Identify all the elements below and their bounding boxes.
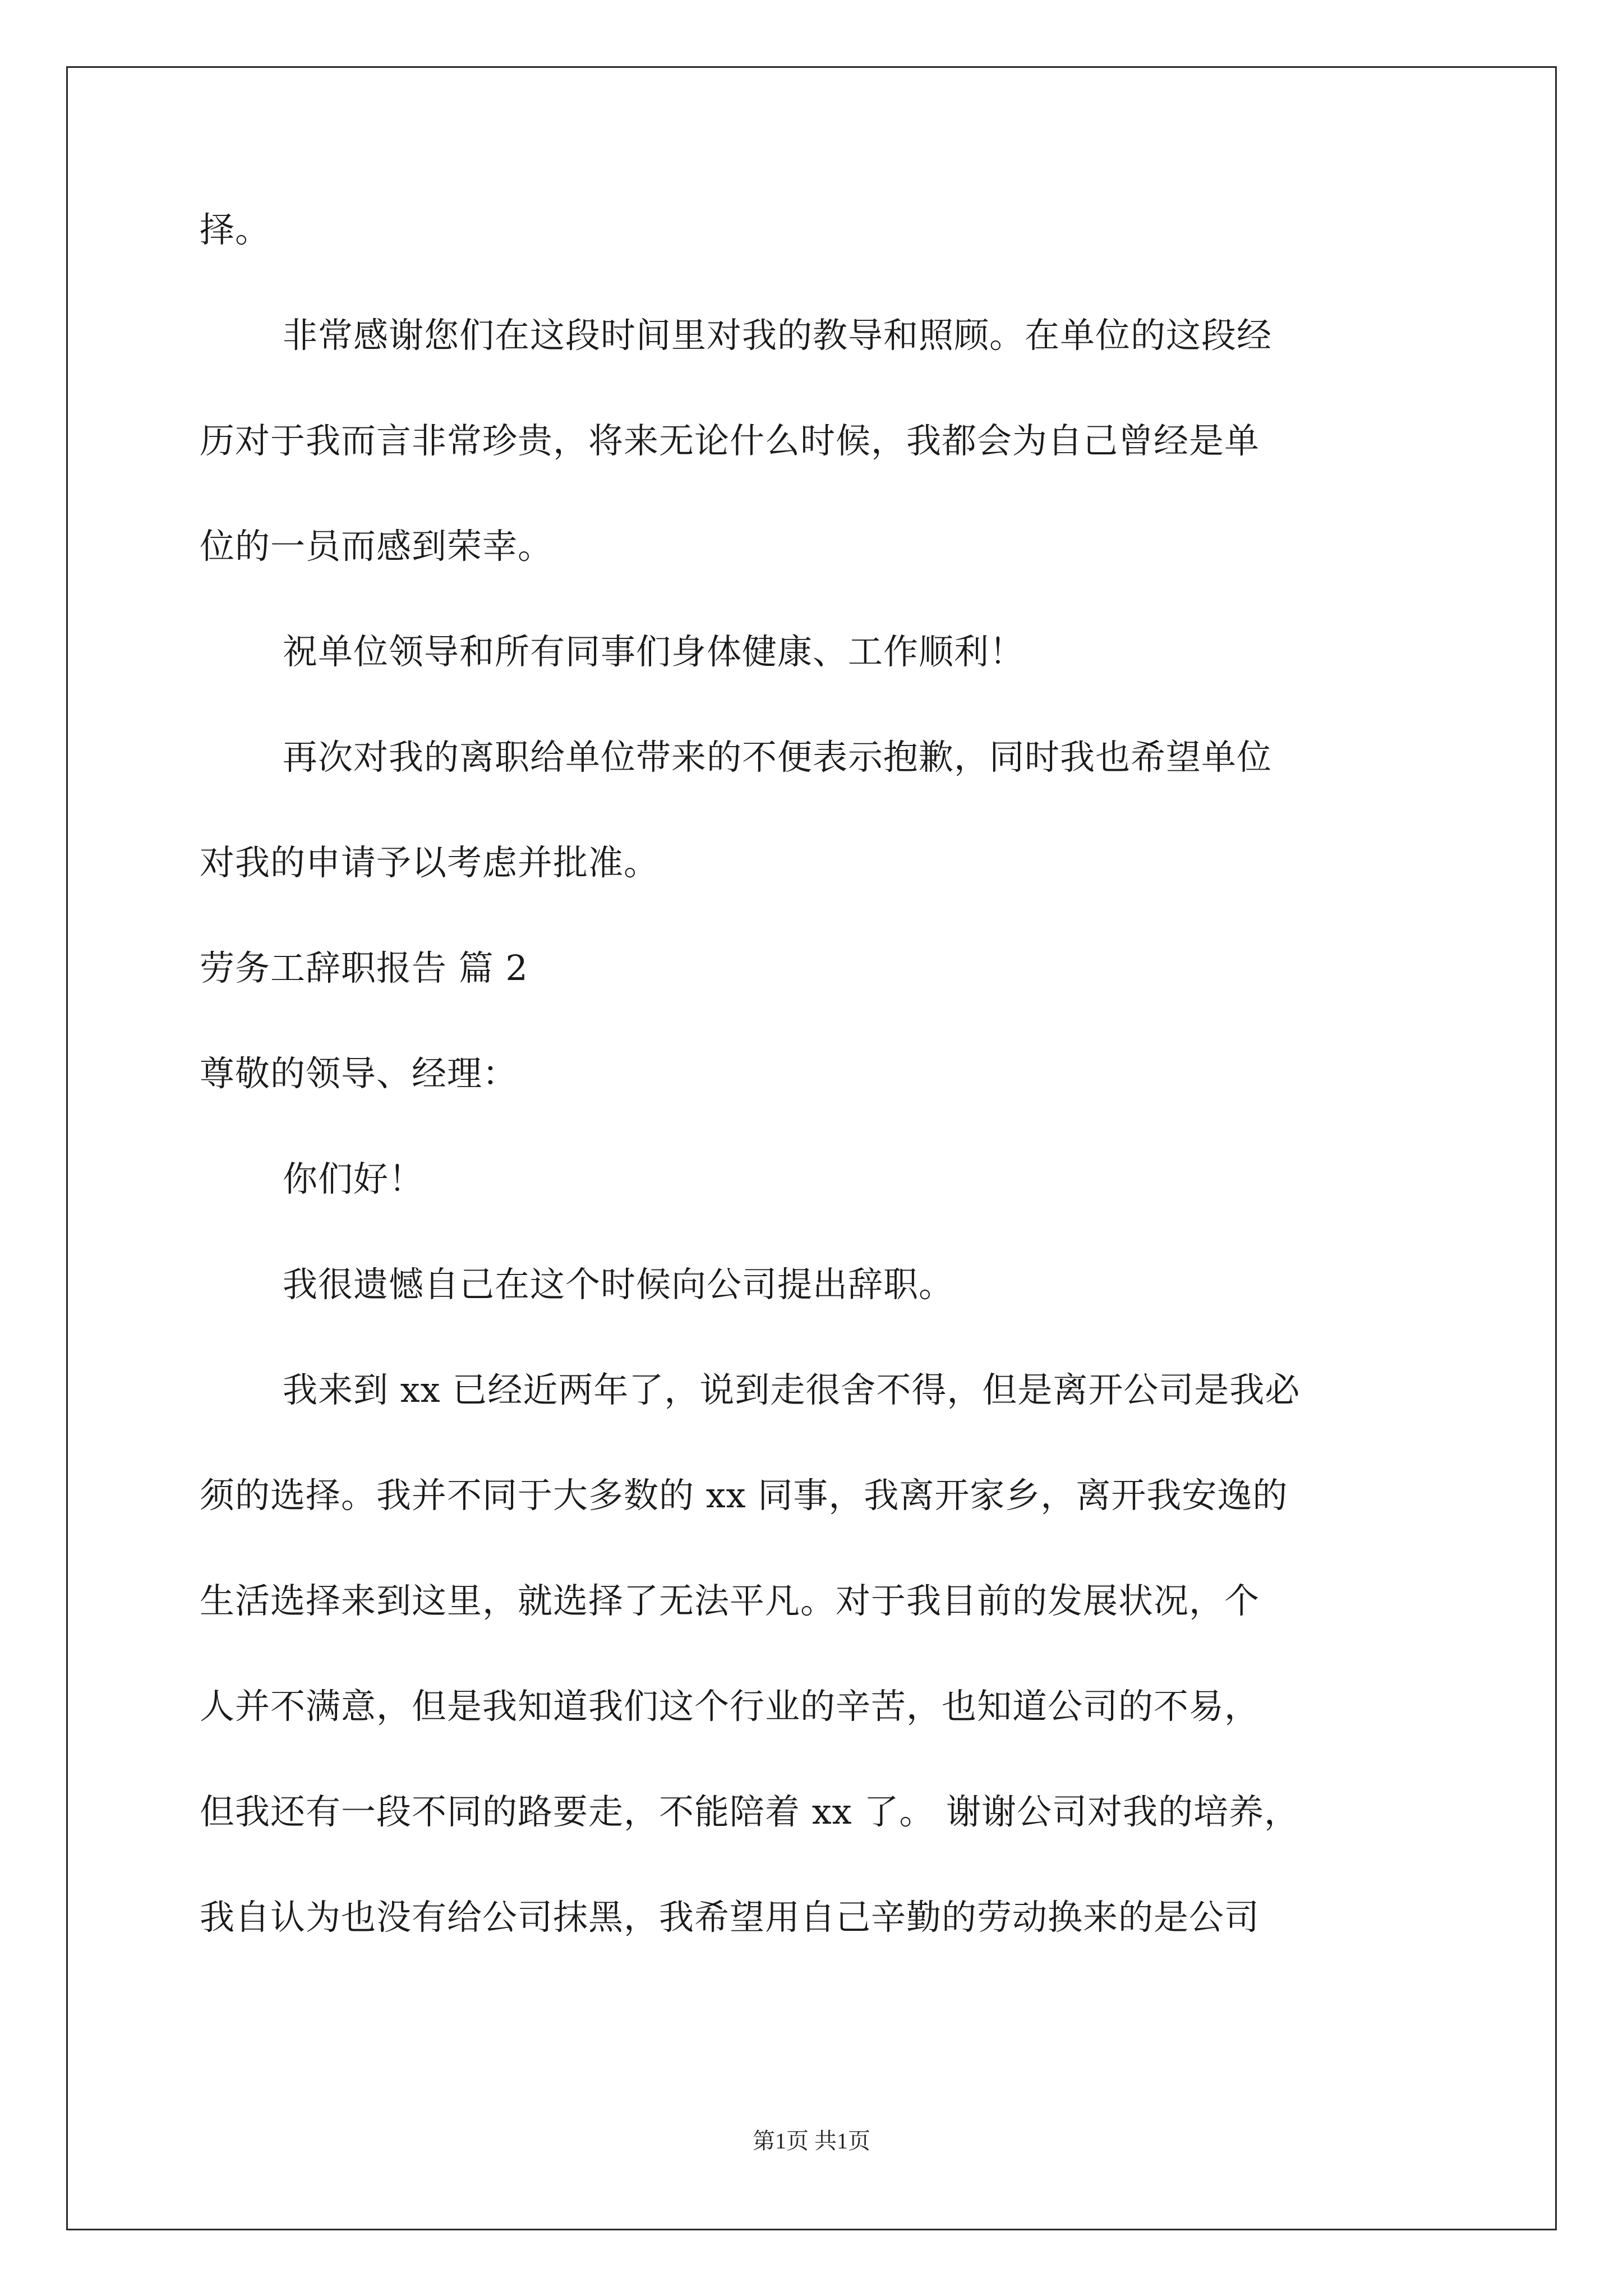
paragraph-line: 再次对我的离职给单位带来的不便表示抱歉，同时我也希望单位 xyxy=(283,737,1272,777)
paragraph-line: 历对于我而言非常珍贵，将来无论什么时候，我都会为自己曾经是单 xyxy=(200,420,1260,461)
paragraph-line: 祝单位领导和所有同事们身体健康、工作顺利！ xyxy=(283,631,1025,672)
paragraph-line: 非常感谢您们在这段时间里对我的教导和照顾。在单位的这段经 xyxy=(283,315,1272,356)
paragraph-line: 择。 xyxy=(200,209,271,250)
paragraph-line: 人并不满意，但是我知道我们这个行业的辛苦，也知道公司的不易， xyxy=(200,1686,1260,1727)
paragraph-line: 须的选择。我并不同于大多数的 xx 同事，我离开家乡，离开我安逸的 xyxy=(200,1475,1288,1516)
paragraph-line: 我很遗憾自己在这个时候向公司提出辞职。 xyxy=(283,1264,955,1305)
section-heading: 劳务工辞职报告 篇 2 xyxy=(200,947,528,988)
paragraph-line: 对我的申请予以考虑并批准。 xyxy=(200,842,660,883)
greeting: 你们好！ xyxy=(283,1158,425,1199)
paragraph-line: 我来到 xx 已经近两年了，说到走很舍不得，但是离开公司是我必 xyxy=(283,1369,1301,1410)
paragraph-line: 位的一员而感到荣幸。 xyxy=(200,526,554,567)
paragraph-line: 但我还有一段不同的路要走，不能陪着 xx 了。 谢谢公司对我的培养， xyxy=(200,1791,1300,1832)
paragraph-line: 生活选择来到这里，就选择了无法平凡。对于我目前的发展状况，个 xyxy=(200,1580,1260,1621)
paragraph-line: 我自认为也没有给公司抹黑，我希望用自己辛勤的劳动换来的是公司 xyxy=(200,1897,1260,1938)
page-footer: 第1页 共1页 xyxy=(753,2128,870,2154)
salutation: 尊敬的领导、经理： xyxy=(200,1053,518,1094)
